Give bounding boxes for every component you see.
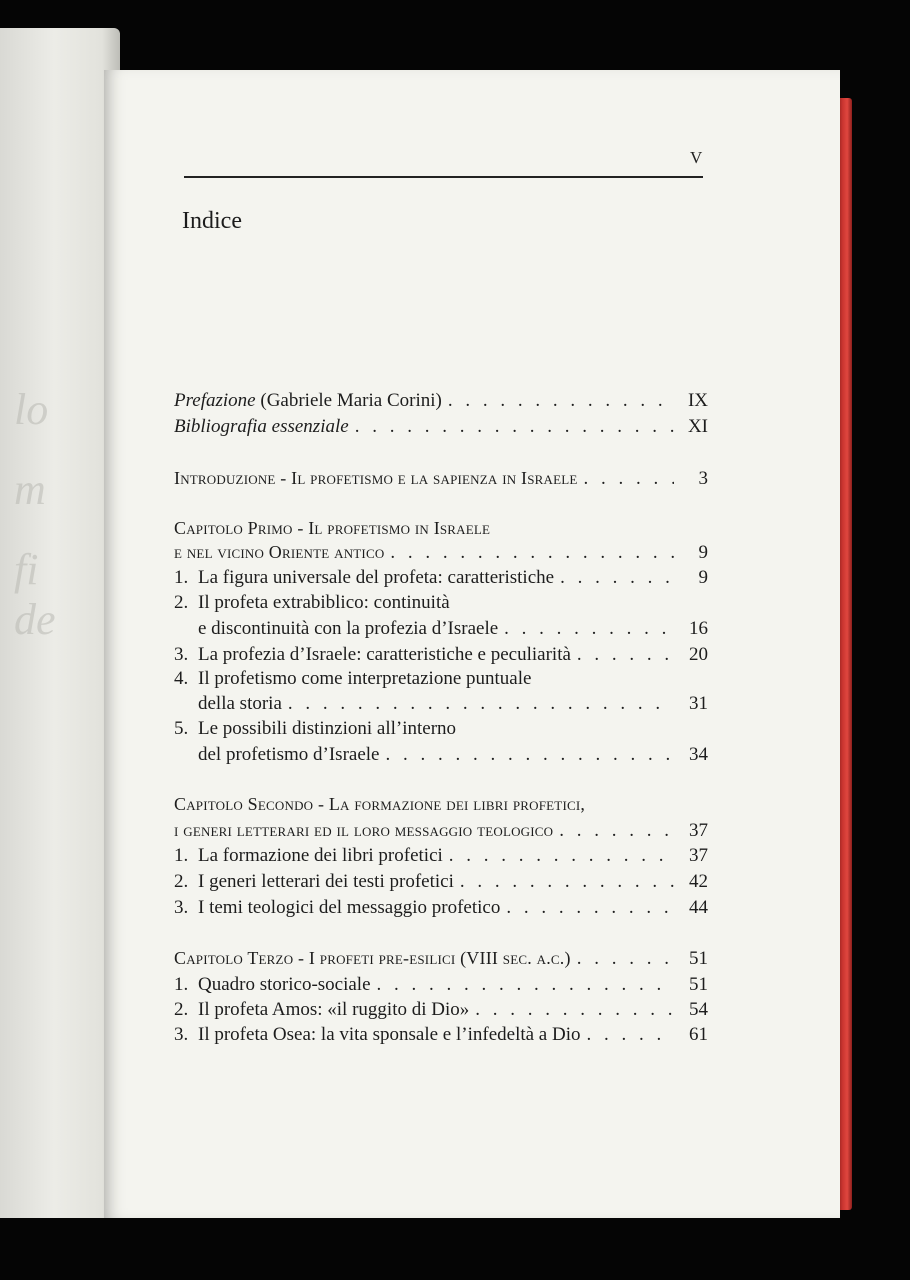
page-number: V (690, 148, 703, 167)
chapter-heading: Capitolo Primo - Il profetismo in Israele (174, 518, 491, 538)
toc-item (174, 718, 708, 742)
toc-entry-bibliografia (174, 416, 708, 440)
dot-leader (475, 999, 674, 1021)
dot-leader (288, 693, 674, 715)
entry-title: Bibliografia essenziale (174, 416, 349, 437)
toc-item (174, 668, 708, 692)
page-title: Indice (182, 208, 242, 234)
chapter-subtitle: i generi letterari ed il loro messaggio teologico (174, 820, 554, 840)
show-through-text: m (14, 465, 46, 514)
item-number: 4. (174, 668, 189, 689)
chapter-subtitle: e nel vicino Oriente antico (174, 542, 385, 562)
item-title: della storia (198, 693, 282, 714)
dot-leader (355, 416, 674, 438)
toc-item (174, 974, 708, 998)
dot-leader (377, 974, 674, 996)
item-number: 3. (174, 1024, 189, 1045)
page-ref: 51 (689, 948, 708, 969)
toc-item (174, 644, 708, 668)
item-title: Il profeta extrabiblico: continuità (198, 592, 450, 613)
chapter-heading: Capitolo Terzo - I profeti pre-esilici (VIII sec. a.c.) (174, 948, 571, 968)
item-title: I temi teologici del messaggio profetico (198, 897, 501, 918)
dot-leader (385, 744, 674, 766)
index-page (104, 70, 840, 1218)
page-ref: 42 (689, 871, 708, 892)
chapter-heading-line (174, 820, 708, 844)
item-title: La formazione dei libri profetici (198, 845, 443, 866)
item-title: Le possibili distinzioni all’interno (198, 718, 457, 739)
entry-author: (Gabriele Maria Corini) (260, 390, 442, 411)
toc-entry-introduzione (174, 468, 708, 492)
item-number: 1. (174, 974, 189, 995)
dot-leader (390, 542, 674, 564)
item-title: Il profeta Osea: la vita sponsale e l’infedeltà a Dio (198, 1024, 581, 1045)
chapter-heading-line (174, 542, 708, 566)
header-rule (184, 176, 703, 178)
chapter-heading-line (174, 948, 708, 972)
toc-item (174, 567, 708, 591)
dot-leader (584, 468, 674, 490)
page-ref: 54 (689, 999, 708, 1020)
page-ref: 9 (698, 567, 708, 588)
item-number: 3. (174, 897, 189, 918)
dot-leader (506, 897, 674, 919)
dot-leader (577, 948, 674, 970)
page-ref: IX (687, 390, 708, 411)
show-through-text: fi (14, 545, 39, 594)
dot-leader (559, 820, 674, 842)
left-page (0, 28, 120, 1218)
toc-item (174, 592, 708, 616)
show-through-text: de (14, 595, 56, 644)
toc-item (174, 871, 708, 895)
dot-leader (460, 871, 674, 893)
entry-title: Prefazione (174, 390, 256, 411)
page-ref: 44 (689, 897, 708, 918)
item-title: del profetismo d’Israele (198, 744, 380, 765)
page-ref: 37 (689, 820, 708, 841)
item-title: Il profeta Amos: «il ruggito di Dio» (198, 999, 470, 1020)
item-title: I generi letterari dei testi profetici (198, 871, 454, 892)
toc-item-continuation (174, 693, 708, 717)
page-ref: 34 (689, 744, 708, 765)
item-number: 2. (174, 592, 189, 613)
page-ref: XI (687, 416, 708, 437)
item-number: 3. (174, 644, 189, 665)
page-ref: 16 (689, 618, 708, 639)
entry-title: Introduzione - Il profetismo e la sapienza in Israele (174, 468, 578, 488)
dot-leader (587, 1024, 675, 1046)
item-number: 1. (174, 567, 189, 588)
toc-item (174, 845, 708, 869)
item-title: La profezia d’Israele: caratteristiche e peculiarità (198, 644, 571, 665)
show-through-text: lo (14, 385, 49, 434)
item-number: 2. (174, 871, 189, 892)
page-ref: 31 (689, 693, 708, 714)
item-number: 1. (174, 845, 189, 866)
toc-item-continuation (174, 744, 708, 768)
item-title: e discontinuità con la profezia d’Israele (198, 618, 499, 639)
dot-leader (504, 618, 674, 640)
dot-leader (560, 567, 674, 589)
page-ref: 61 (689, 1024, 708, 1045)
page-ref: 51 (689, 974, 708, 995)
item-title: La figura universale del profeta: caratteristiche (198, 567, 555, 588)
item-title: Il profetismo come interpretazione puntuale (198, 668, 532, 689)
toc-item-continuation (174, 618, 708, 642)
item-number: 5. (174, 718, 189, 739)
item-number: 2. (174, 999, 189, 1020)
page-ref: 9 (698, 542, 708, 563)
dot-leader (448, 390, 674, 412)
toc-entry-prefazione (174, 390, 708, 414)
dot-leader (577, 644, 674, 666)
page-ref: 3 (698, 468, 708, 489)
toc-item (174, 897, 708, 921)
item-title: Quadro storico-sociale (198, 974, 371, 995)
page-ref: 20 (689, 644, 708, 665)
toc-item (174, 999, 708, 1023)
chapter-heading: Capitolo Secondo - La formazione dei libri profetici, (174, 794, 586, 814)
page-ref: 37 (689, 845, 708, 866)
dot-leader (449, 845, 674, 867)
toc-item (174, 1024, 708, 1048)
